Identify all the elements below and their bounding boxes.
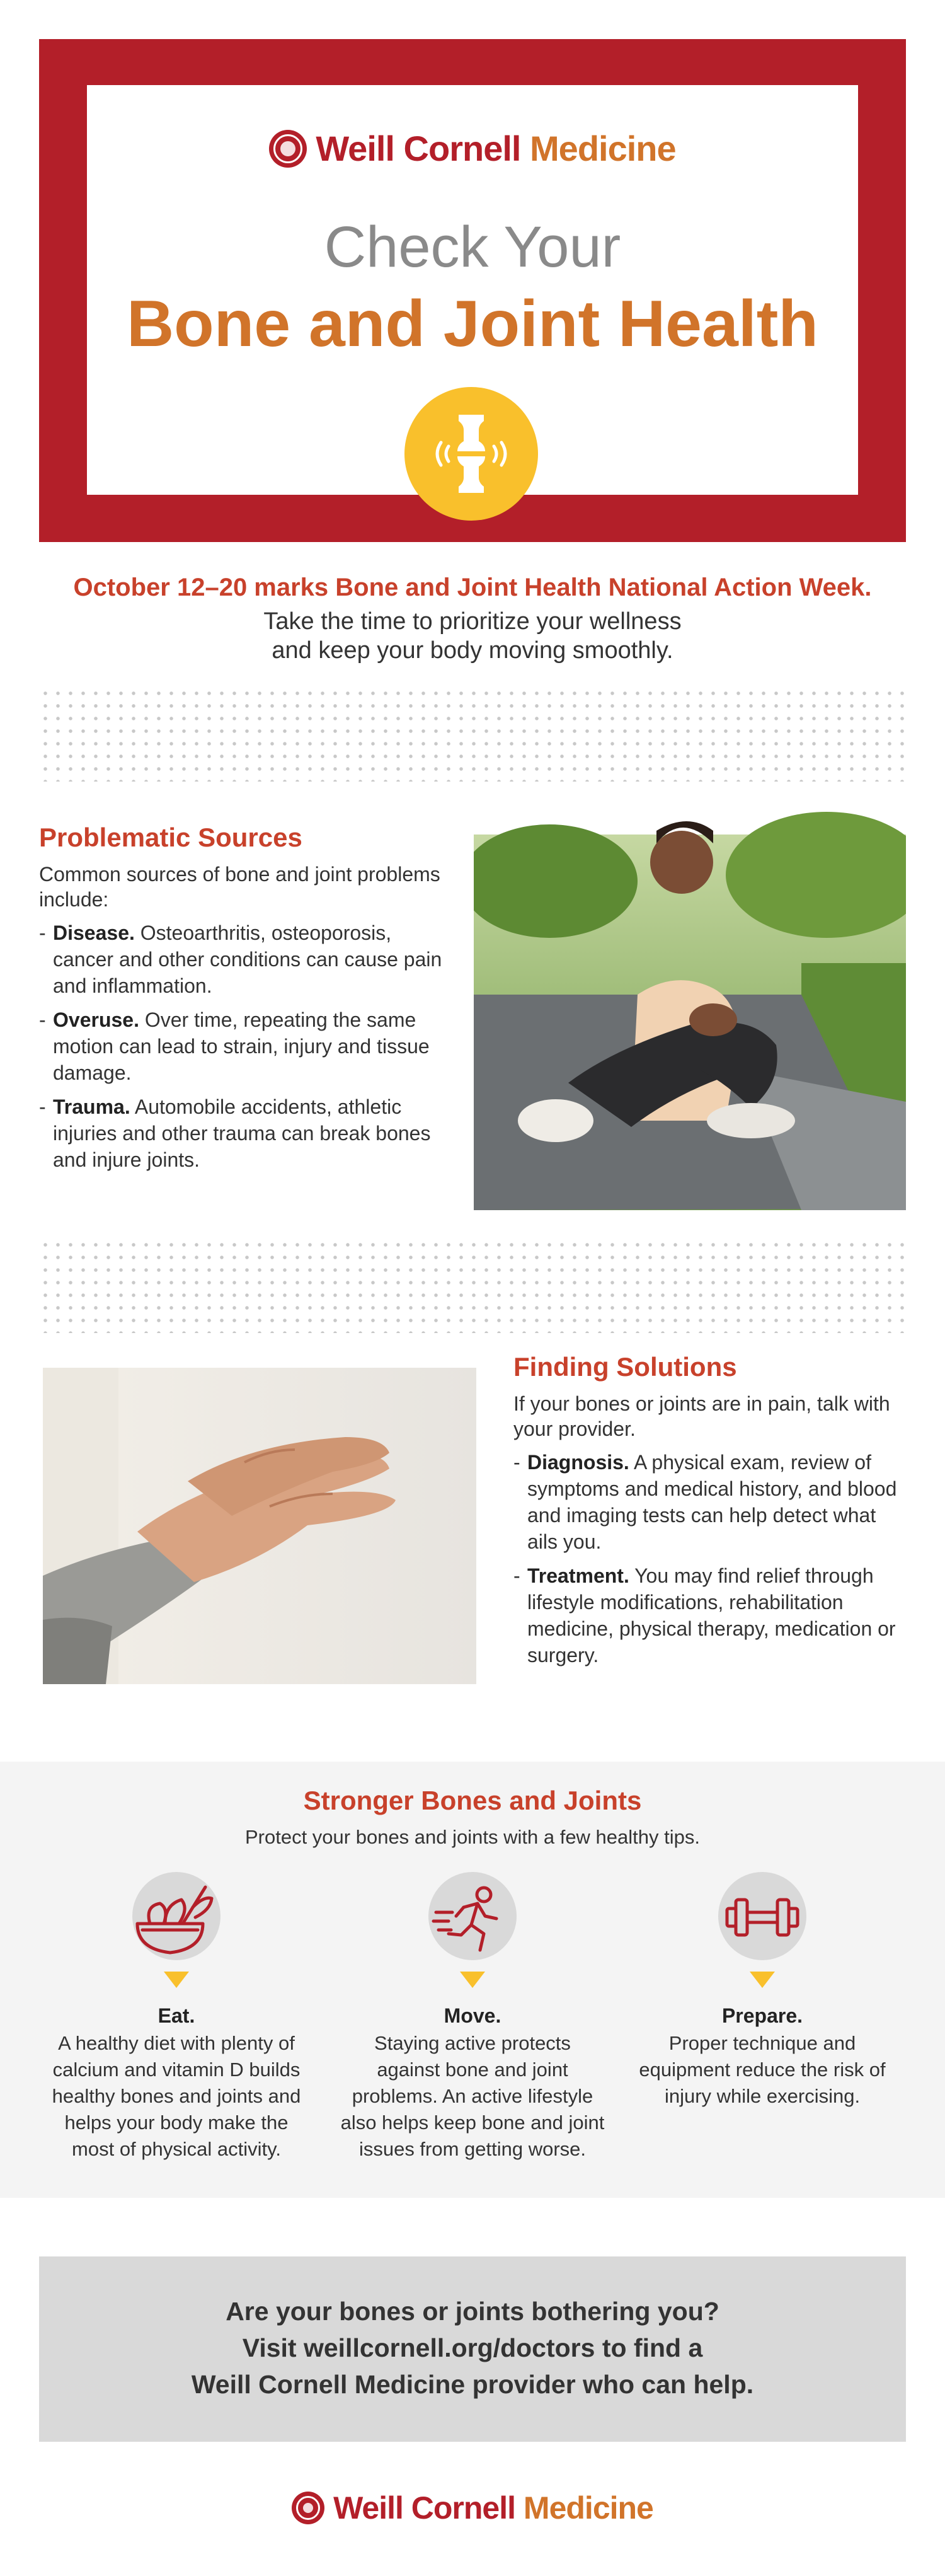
tip-text: Proper technique and equipment reduce the risk of injury while exercising.: [639, 2032, 886, 2107]
running-person-icon: [428, 1872, 517, 1960]
brand-wordmark: [333, 2490, 653, 2526]
list-item-text: Automobile accidents, athletic injuries and other trauma can break bones and injure joints.: [53, 1095, 431, 1171]
finding-solutions-section: [513, 1352, 904, 1668]
section-subtitle: Protect your bones and joints with a few healthy tips.: [244, 1826, 700, 1848]
tip-arrow-icon: [750, 1972, 775, 1988]
dumbbell-icon: [718, 1872, 806, 1960]
photo-hands-joint-pain: [43, 1368, 476, 1684]
brand-word-red: Weill Cornell: [316, 129, 521, 168]
brand-logo-top: [87, 128, 858, 169]
section-lead: Common sources of bone and joint problems include:: [39, 863, 440, 911]
list-item-text: Over time, repeating the same motion can lead to strain, injury and tissue damage.: [53, 1008, 430, 1084]
list-item-text: A physical exam, review of symptoms and medical history, and blood and imaging tests can help detect what ails you.: [527, 1451, 897, 1553]
tip-text: A healthy diet with plenty of calcium and vitamin D builds healthy bones and joints and helps your body make the most of physical activity.: [52, 2032, 301, 2160]
dot-pattern-divider: [39, 1239, 906, 1333]
seal-icon: [269, 130, 307, 168]
stronger-bones-section: [0, 1762, 945, 2198]
joint-icon: [404, 387, 538, 521]
list-item: [513, 1562, 904, 1668]
intro-body-line2: and keep your body moving smoothly.: [272, 637, 673, 664]
call-to-action-box: [39, 2256, 906, 2442]
salad-bowl-icon: [132, 1872, 220, 1960]
list-item-term: Diagnosis.: [527, 1451, 629, 1474]
section-title: Finding Solutions: [513, 1352, 737, 1382]
photo-man-holding-knee: [474, 806, 906, 1210]
list-item: [39, 920, 442, 999]
list-item-term: Disease.: [53, 921, 135, 944]
cta-line3: Weill Cornell Medicine provider who can help.: [191, 2370, 754, 2399]
tip-name: Prepare.: [721, 2004, 803, 2027]
cta-line2[interactable]: Visit weillcornell.org/doctors to find a: [242, 2333, 703, 2362]
tip-move: [340, 1872, 605, 2163]
list-item-text: Osteoarthritis, osteoporosis, cancer and other conditions can cause pain and inflammation.: [53, 921, 442, 997]
section-title: Stronger Bones and Joints: [303, 1786, 642, 1815]
tip-eat: [44, 1872, 309, 2163]
brand-logo-bottom: [0, 2490, 945, 2526]
hero-title-line2: Bone and Joint Health: [127, 287, 818, 361]
brand-word-orange: Medicine: [530, 129, 676, 168]
cta-line1: Are your bones or joints bothering you?: [226, 2297, 719, 2326]
hero-title-line1: Check Your: [324, 215, 621, 279]
list-item-term: Treatment.: [527, 1564, 629, 1587]
tip-name: Move.: [444, 2004, 501, 2027]
tip-text: Staying active protects against bone and joint problems. An active lifestyle also helps keep bone and joint issues from getting worse.: [340, 2032, 605, 2160]
tip-prepare: [630, 1872, 895, 2110]
brand-wordmark: [316, 128, 675, 169]
list-item: [39, 1094, 442, 1173]
brand-word-red: Weill Cornell: [333, 2490, 516, 2526]
bullet-list: [513, 1449, 904, 1668]
list-item-text: You may find relief through lifestyle modifications, rehabilitation medicine, physical therapy, medication or surgery.: [527, 1564, 896, 1666]
intro-section: [0, 574, 945, 665]
list-item: [513, 1449, 904, 1555]
list-item-term: Overuse.: [53, 1008, 139, 1031]
bullet-list: [39, 920, 442, 1173]
problematic-sources-section: [39, 823, 442, 1173]
tip-arrow-icon: [164, 1972, 189, 1988]
list-item: [39, 1007, 442, 1086]
brand-word-orange: Medicine: [523, 2490, 653, 2526]
list-item-term: Trauma.: [53, 1095, 130, 1118]
seal-icon: [292, 2492, 324, 2524]
section-title: Problematic Sources: [39, 823, 302, 852]
intro-body-line1: Take the time to prioritize your wellness: [263, 608, 682, 635]
tip-name: Eat.: [158, 2004, 195, 2027]
intro-body: [0, 607, 945, 665]
intro-title: October 12–20 marks Bone and Joint Health National Action Week.: [73, 574, 872, 601]
tip-arrow-icon: [460, 1972, 485, 1988]
hero-banner: [39, 39, 906, 542]
section-lead: If your bones or joints are in pain, talk with your provider.: [513, 1392, 890, 1440]
dot-pattern-divider: [39, 687, 906, 782]
